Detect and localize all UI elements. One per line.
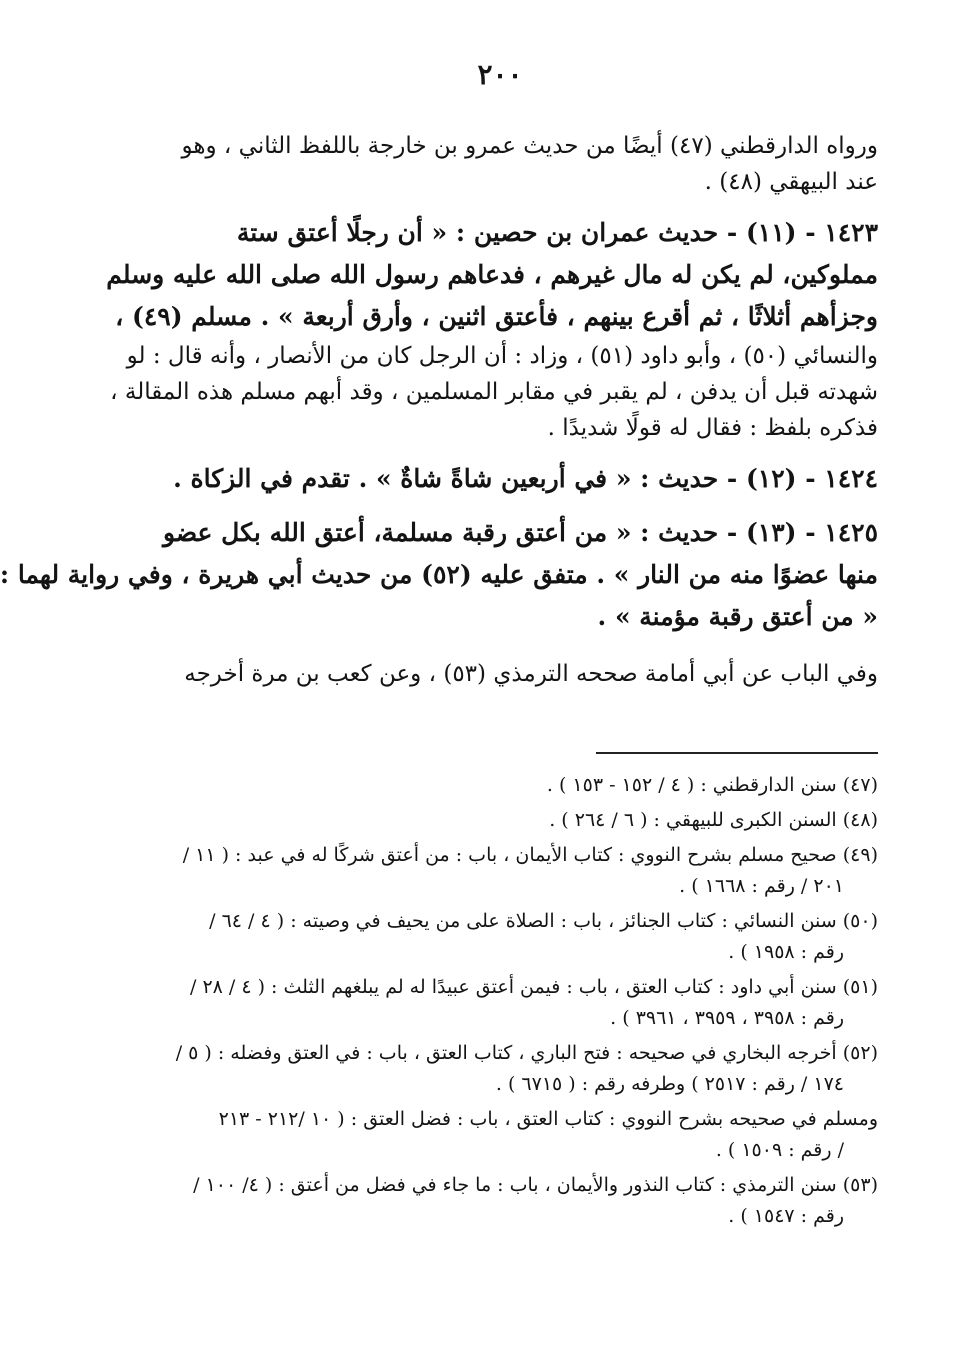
page-number: ٢٠٠ [477, 58, 523, 91]
footnote-53 [122, 1170, 878, 1232]
footnote-49 [122, 840, 878, 902]
footnote-line: رقم : ١٩٥٨ ) . [728, 941, 844, 963]
footnote-line: (٥٢) أخرجه البخاري في صحيحه : فتح الباري ، كتاب العتق ، باب : في العتق وفضله : ( ٥ / [175, 1042, 878, 1064]
main-text [0, 128, 878, 692]
footnote-line: (٥١) سنن أبي داود : كتاب العتق ، باب : فيمن أعتق عبيدًا له لم يبلغهم الثلث : ( ٤ / ٢٨ / [189, 976, 878, 998]
hadith-1424 [122, 458, 878, 500]
footnote-line: ١٧٤ / رقم : ٢٥١٧ ) وطرفه رقم : ( ٦٧١٥ ) . [495, 1073, 844, 1095]
footnote-line: (٤٩) صحيح مسلم بشرح النووي : كتاب الأيمان ، باب : من أعتق شركًا له في عبد : ( ١١ / [182, 844, 878, 866]
text-line: ١٤٢٣ - (١١) - حديث عمران بن حصين : « أن رجلًا أعتق ستة [236, 218, 878, 247]
footnote-line: (٥٠) سنن النسائي : كتاب الجنائز ، باب : الصلاة على من يحيف في وصيته : ( ٤ / ٦٤ / [209, 910, 878, 932]
footnote-line: (٤٨) السنن الكبرى للبيهقي : ( ٦ / ٢٦٤ ) . [549, 809, 878, 831]
footnote-51 [122, 972, 878, 1034]
paragraph-commentary-1423 [110, 338, 878, 446]
footnote-line: رقم : ١٥٤٧ ) . [728, 1205, 844, 1227]
hadith-1423 [106, 212, 878, 338]
text-line: ١٤٢٥ - (١٣) - حديث : « من أعتق رقبة مسلمة، أعتق الله بكل عضو [162, 518, 878, 547]
hadith-1425 [0, 512, 878, 638]
footnote-separator [596, 752, 878, 754]
footnote-line: ٢٠١ / رقم : ١٦٦٨ ) . [679, 875, 844, 897]
footnote-line: / رقم : ١٥٠٩ ) . [715, 1139, 844, 1161]
text-line: والنسائي (٥٠) ، وأبو داود (٥١) ، وزاد : أن الرجل كان من الأنصار ، وأنه قال : لو [126, 343, 878, 369]
text-line: وجزأهم أثلاثًا ، ثم أقرع بينهم ، فأعتق اثنين ، وأرق أربعة » . مسلم (٤٩) ، [115, 302, 878, 331]
footnote-52-continued [122, 1104, 878, 1166]
footnote-line: (٥٣) سنن الترمذي : كتاب النذور والأيمان ، باب : ما جاء في فضل من أعتق : ( ٤/ ١٠٠ / [193, 1174, 878, 1196]
text-line: فذكره بلفظ : فقال له قولًا شديدًا . [547, 415, 878, 441]
footnote-line: ومسلم في صحيحه بشرح النووي : كتاب العتق ، باب : فضل العتق : ( ١٠ /٢١٢ - ٢١٣ [218, 1108, 878, 1130]
footnote-50 [122, 906, 878, 968]
text-line: منها عضوًا منه من النار » . متفق عليه (٥٢) من حديث أبي هريرة ، وفي رواية لهما : [0, 560, 878, 589]
text-line: مملوكين، لم يكن له مال غيرهم ، فدعاهم رسول الله صلى الله عليه وسلم [106, 260, 878, 289]
text-line: « من أعتق رقبة مؤمنة » . [597, 602, 878, 631]
text-line: عند البيهقي (٤٨) . [704, 169, 878, 195]
text-line: وفي الباب عن أبي أمامة صححه الترمذي (٥٣) ، وعن كعب بن مرة أخرجه [184, 661, 878, 687]
footnote-line: رقم : ٣٩٥٨ ، ٣٩٥٩ ، ٣٩٦١ ) . [610, 1007, 844, 1029]
footnotes [122, 770, 878, 1236]
text-line: ١٤٢٤ - (١٢) - حديث : « في أربعين شاةً شاةٌ » . تقدم في الزكاة . [173, 464, 878, 493]
footnote-line: (٤٧) سنن الدارقطني : ( ٤ / ١٥٢ - ١٥٣ ) . [546, 774, 878, 796]
footnote-48 [122, 805, 878, 836]
footnote-52 [122, 1038, 878, 1100]
text-line: ورواه الدارقطني (٤٧) أيضًا من حديث عمرو بن خارجة باللفظ الثاني ، وهو [181, 133, 878, 159]
paragraph-in-the-chapter [122, 656, 878, 692]
footnote-47 [122, 770, 878, 801]
text-line: شهدته قبل أن يدفن ، لم يقبر في مقابر المسلمين ، وقد أبهم مسلم هذه المقالة ، [110, 379, 878, 405]
paragraph-daraqutni [122, 128, 878, 200]
